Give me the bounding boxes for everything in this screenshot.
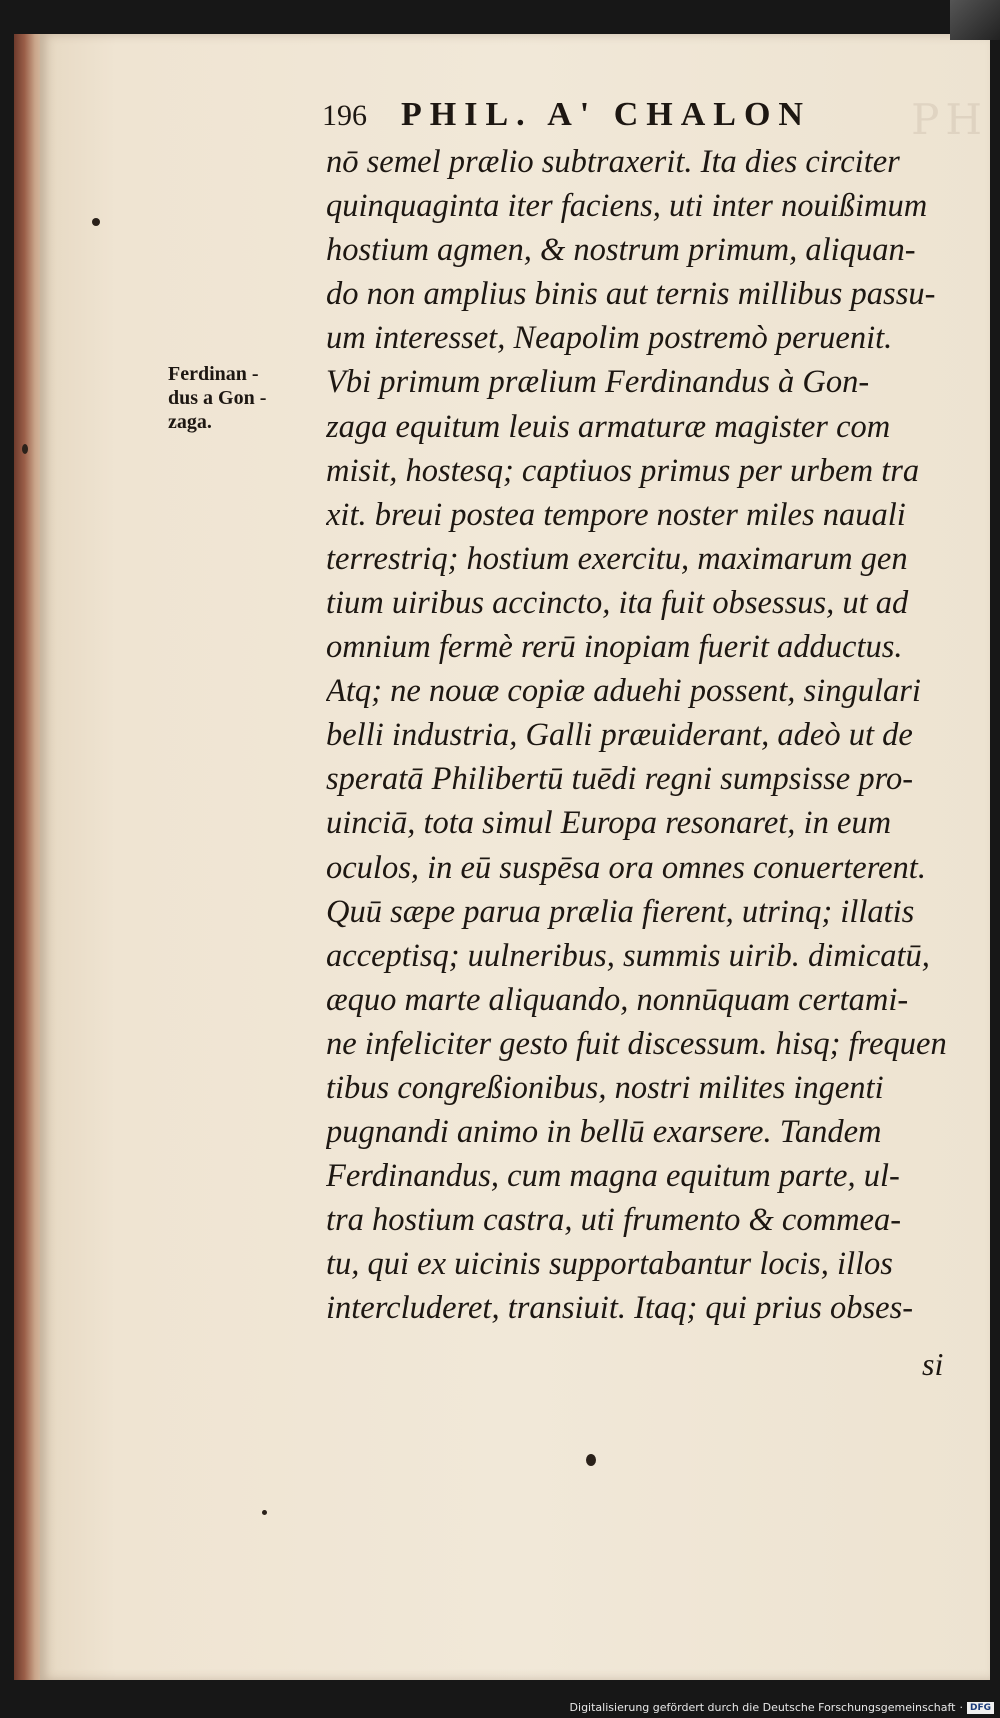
text-line: nō semel prælio subtraxerit. Ita dies circiter [326,144,900,180]
ink-spot [586,1454,596,1466]
digitization-credit: Digitalisierung gefördert durch die Deutsche Forschungsgemeinschaft · DFG [570,1701,994,1714]
text-line: omnium fermè rerū inopiam fuerit adductus. [326,629,903,666]
text-line: do non amplius binis aut ternis millibus passu- [326,276,936,313]
text-line: hostium agmen, & nostrum primum, aliquan- [326,232,916,269]
text-line: ne infeliciter gesto fuit discessum. hisq; frequen [326,1025,947,1062]
text-line: speratā Philibertū tuēdi regni sumpsisse pro- [326,761,914,798]
page-header [322,96,962,134]
text-line: terrestriq; hostium exercitu, maximarum gen [326,540,908,577]
text-line: acceptisq; uulneribus, summis uirib. dimicatū, [326,937,930,974]
text-line: Quū sæpe parua prælia fierent, utrinq; illatis [326,893,915,930]
text-line: intercluderet, transiuit. Itaq; qui prius obses- [326,1290,914,1327]
text-line: uinciā, tota simul Europa resonaret, in eum [326,805,892,842]
margin-note-line: Ferdinan - [168,363,259,385]
text-line: pugnandi animo in bellū exarsere. Tandem [326,1114,882,1151]
text-line: æquo marte aliquando, nonnūquam certami- [326,981,909,1018]
scan-corner [950,0,1000,40]
text-line: Atq; ne nouæ copiæ aduehi possent, singulari [326,673,921,710]
text-line: Ferdinandus, cum magna equitum parte, ul- [326,1158,900,1195]
text-line: xit. breui postea tempore noster miles nauali [326,496,906,533]
bleed-through-text: PH [911,95,988,144]
text-line: oculos, in eū suspēsa ora omnes conuerterent. [326,849,926,886]
margin-note-line: zaga. [168,411,212,433]
catchword: si [922,1346,944,1382]
text-line: um interesset, Neapolim postremò peruenit. [326,320,893,357]
text-line: misit, hostesq; captiuos primus per urbem tra [326,452,920,489]
running-head: PHIL. A' CHALON [401,96,811,133]
ink-spot [22,444,28,454]
ink-spot [262,1510,267,1515]
margin-note-line: dus a Gon - [168,387,267,409]
page-number: 196 [322,99,367,132]
text-line: tra hostium castra, uti frumento & commea- [326,1202,902,1239]
credit-text: Digitalisierung gefördert durch die Deutsche Forschungsgemeinschaft [569,1701,956,1714]
text-line: tibus congreßionibus, nostri milites ingenti [326,1069,884,1106]
text-line: Vbi primum prælium Ferdinandus à Gon- [326,364,870,401]
margin-note [168,362,296,434]
dfg-logo: DFG [967,1702,994,1714]
text-line: quinquaginta iter faciens, uti inter nouißimum [326,188,928,225]
text-line: tu, qui ex uicinis supportabantur locis, illos [326,1246,893,1283]
ink-spot [92,218,100,226]
text-line: tium uiribus accincto, ita fuit obsessus, ut ad [326,584,909,621]
text-line: belli industria, Galli præuiderant, adeò ut de [326,717,913,754]
body-text [326,140,968,1331]
text-line: zaga equitum leuis armaturæ magister com [326,408,891,445]
